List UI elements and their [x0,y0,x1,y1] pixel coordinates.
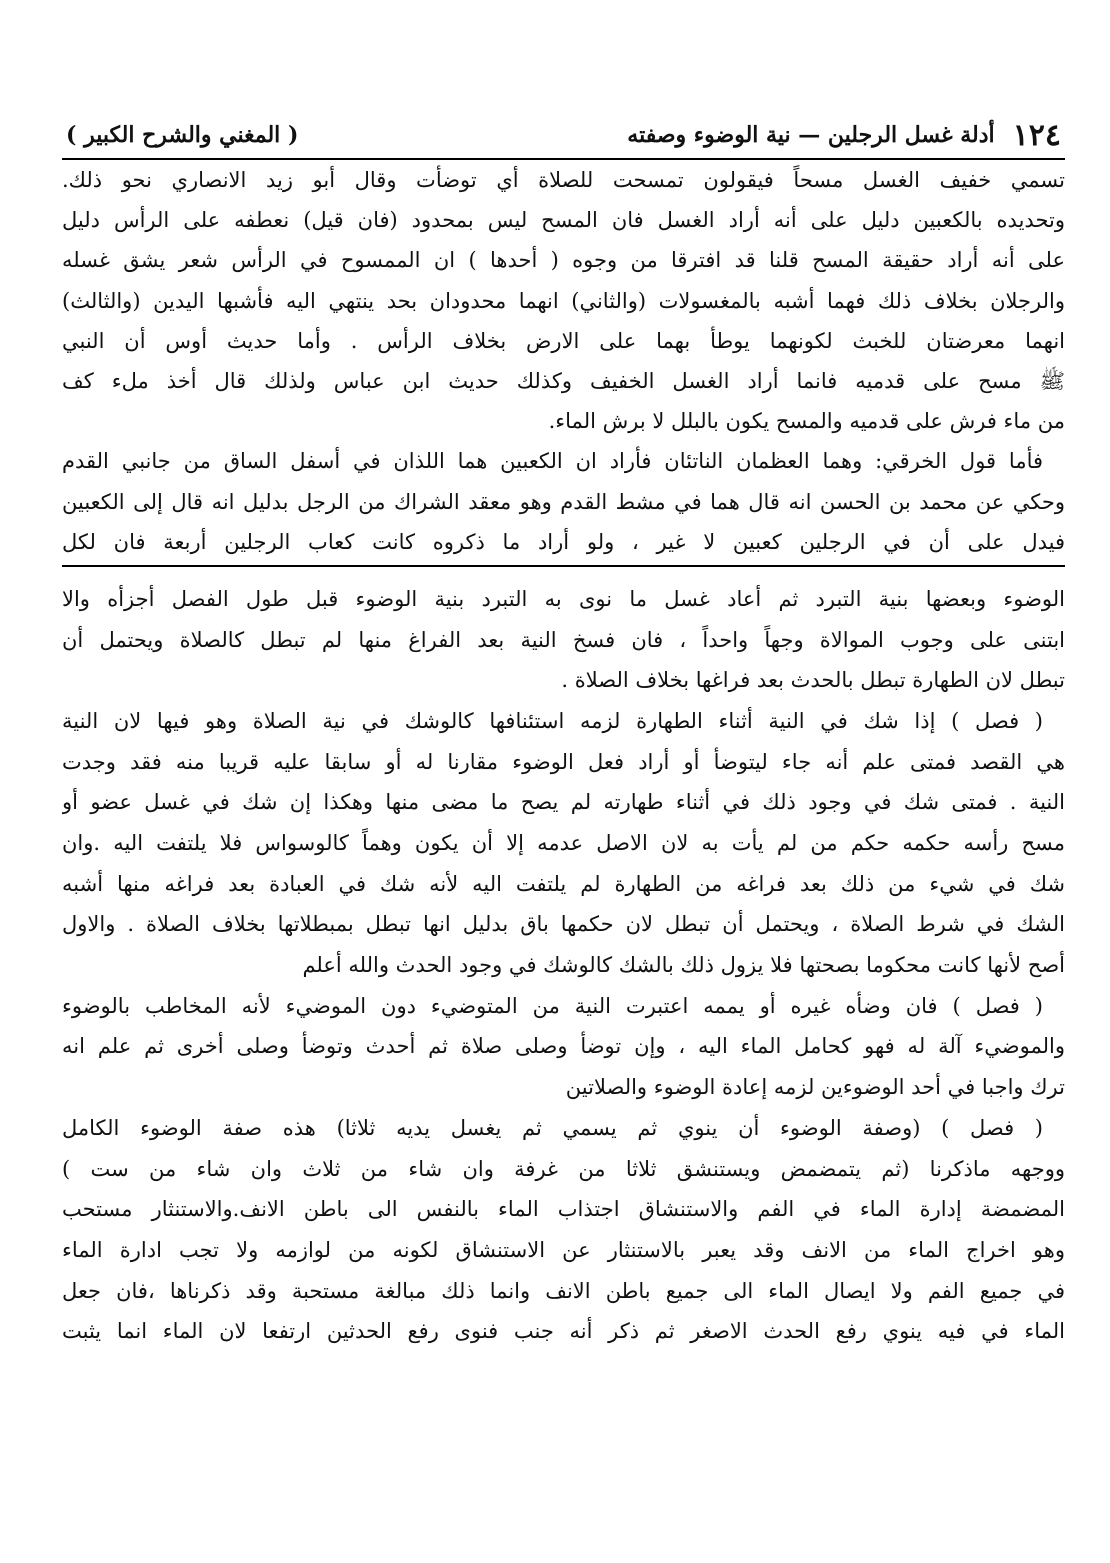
text-line: أصح لأنها كانت محكوما بصحتها فلا يزول ذلك بالشك كالوشك في وجود الحدث والله أعلم [302,953,1065,978]
text-line: فأما قول الخرقي: وهما العظمان الناتئان فأراد ان الكعبين هما اللذان في أسفل الساق من جانبي القدم [62,449,1043,474]
commentary-text [62,160,1065,562]
text-line: ترك واجبا في أحد الوضوءين لزمه إعادة الوضوء والصلاتين [565,1075,1065,1100]
text-line: المضمضة إدارة الماء في الفم والاستنشاق اجتذاب الماء بالنفس الى باطن الانف.والاستنثار مستحب [62,1197,1065,1222]
text-line: الماء في فيه ينوي رفع الحدث الاصغر ثم ذكر أنه جنب فنوى رفع الحدثين ارتفعا لان الماء انما يثبت [62,1319,1065,1344]
main-text [62,579,1065,1352]
header-right [627,118,1061,153]
text-line: والرجلان بخلاف ذلك فهما أشبه بالمغسولات (والثاني) انهما محدودان بحد ينتهي اليه فأشبها اليدين (والثالث) [62,288,1065,313]
section-divider [62,565,1065,571]
text-line: الشك في شرط الصلاة ، ويحتمل أن تبطل لان حكمها باق بدليل انها تبطل بمبطلاتها بخلاف الصلاة . والاول [62,912,1065,937]
text-line: ( فصل ) إذا شك في النية أثناء الطهارة لزمه استئنافها كالوشك في نية الصلاة وهو فيها لان النية [62,708,1043,733]
text-line: وهو اخراج الماء من الانف وقد يعبر بالاستنثار عن الاستنشاق لكونه من لوازمه ولا تجب ادارة الماء [62,1237,1065,1262]
page-header [62,112,1065,160]
text-line: في جميع الفم ولا ايصال الماء الى جميع باطن الانف وانما ذلك مبالغة مستحبة وقد ذكرناها ،فان جعل [62,1278,1065,1303]
text-line: شك في شيء من ذلك بعد فراغه من الطهارة لم يلتفت اليه لأنه شك في العبادة بعد فراغه منها أشبه [62,871,1065,896]
document-page [62,112,1065,1532]
section-title: أدلة غسل الرجلين — نية الوضوء وصفته [627,122,995,148]
text-line: ( فصل ) فان وضأه غيره أو يممه اعتبرت النية من المتوضيء دون الموضيء لأنه المخاطب بالوضوء [62,993,1043,1018]
text-line: فيدل على أن في الرجلين كعبين لا غير ، ولو أراد ما ذكروه كانت كعاب الرجلين أربعة فان لكل [62,529,1065,554]
text-line: وتحديده بالكعبين دليل على أنه أراد الغسل فان المسح ليس بمحدود (فان قيل) نعطفه على الرأس دليل [62,208,1065,233]
text-line: ووجهه ماذكرنا (ثم يتمضمض ويستنشق ثلاثا من غرفة وان شاء من ثلاث وان شاء من ست ) [62,1156,1065,1181]
text-line: وحكي عن محمد بن الحسن انه قال هما في مشط القدم وهو معقد الشراك من الرجل بدليل انه قال إلى الكعبين [62,489,1065,514]
text-line: هي القصد فمتى علم أنه جاء ليتوضأ أو أراد فعل الوضوء مقارنا له أو سابقا عليه قريبا منه فقد وجدت [62,749,1065,774]
text-line: والموضيء آلة له فهو كحامل الماء اليه ، وإن توضأ وصلى صلاة ثم أحدث وتوضأ وصلى أخرى ثم علم انه [62,1034,1065,1059]
text-line: النية . فمتى شك في وجود ذلك في أثناء طهارته لم يصح ما مضى منها وهكذا إن شك في غسل عضو أو [62,790,1065,815]
text-line: ابتنى على وجوب الموالاة وجهاً واحداً ، فان فسخ النية بعد الفراغ منها لم تبطل كالصلاة ويحتمل أن [62,627,1065,652]
book-title: ( المغني والشرح الكبير ) [66,122,299,148]
text-line: ( فصل ) (وصفة الوضوء أن ينوي ثم يسمي ثم يغسل يديه ثلاثا) هذه صفة الوضوء الكامل [62,1115,1043,1140]
text-line: انهما معرضتان للخبث لكونهما يوطأ بهما على الارض بخلاف الرأس . وأما حديث أوس أن النبي [62,328,1065,353]
text-line: مسح رأسه حكمه حكم من لم يأت به لان الاصل عدمه إلا أن يكون وهماً كالوسواس فلا يلتفت اليه .وان [62,831,1065,855]
text-line: على أنه أراد حقيقة المسح قلنا قد افترقا من وجوه ( أحدها ) ان الممسوح في الرأس شعر يشق غسله [62,248,1065,273]
text-line: من ماء فرش على قدميه والمسح يكون بالبلل لا برش الماء. [548,409,1065,434]
page-number: ١٢٤ [1012,117,1061,153]
text-line: ﷺ مسح على قدميه فانما أراد الغسل الخفيف وكذلك حديث ابن عباس ولذلك قال أخذ ملء كف [62,368,1065,393]
text-line: تبطل لان الطهارة تبطل بالحدث بعد فراغها بخلاف الصلاة . [561,668,1065,693]
text-line: الوضوء وبعضها بنية التبرد ثم أعاد غسل ما نوى به التبرد بنية الوضوء قبل طول الفصل أجزأه والا [62,586,1065,611]
text-line: تسمي خفيف الغسل مسحاً فيقولون تمسحت للصلاة أي توضأت وقال أبو زيد الانصاري نحو ذلك. [62,168,1065,192]
